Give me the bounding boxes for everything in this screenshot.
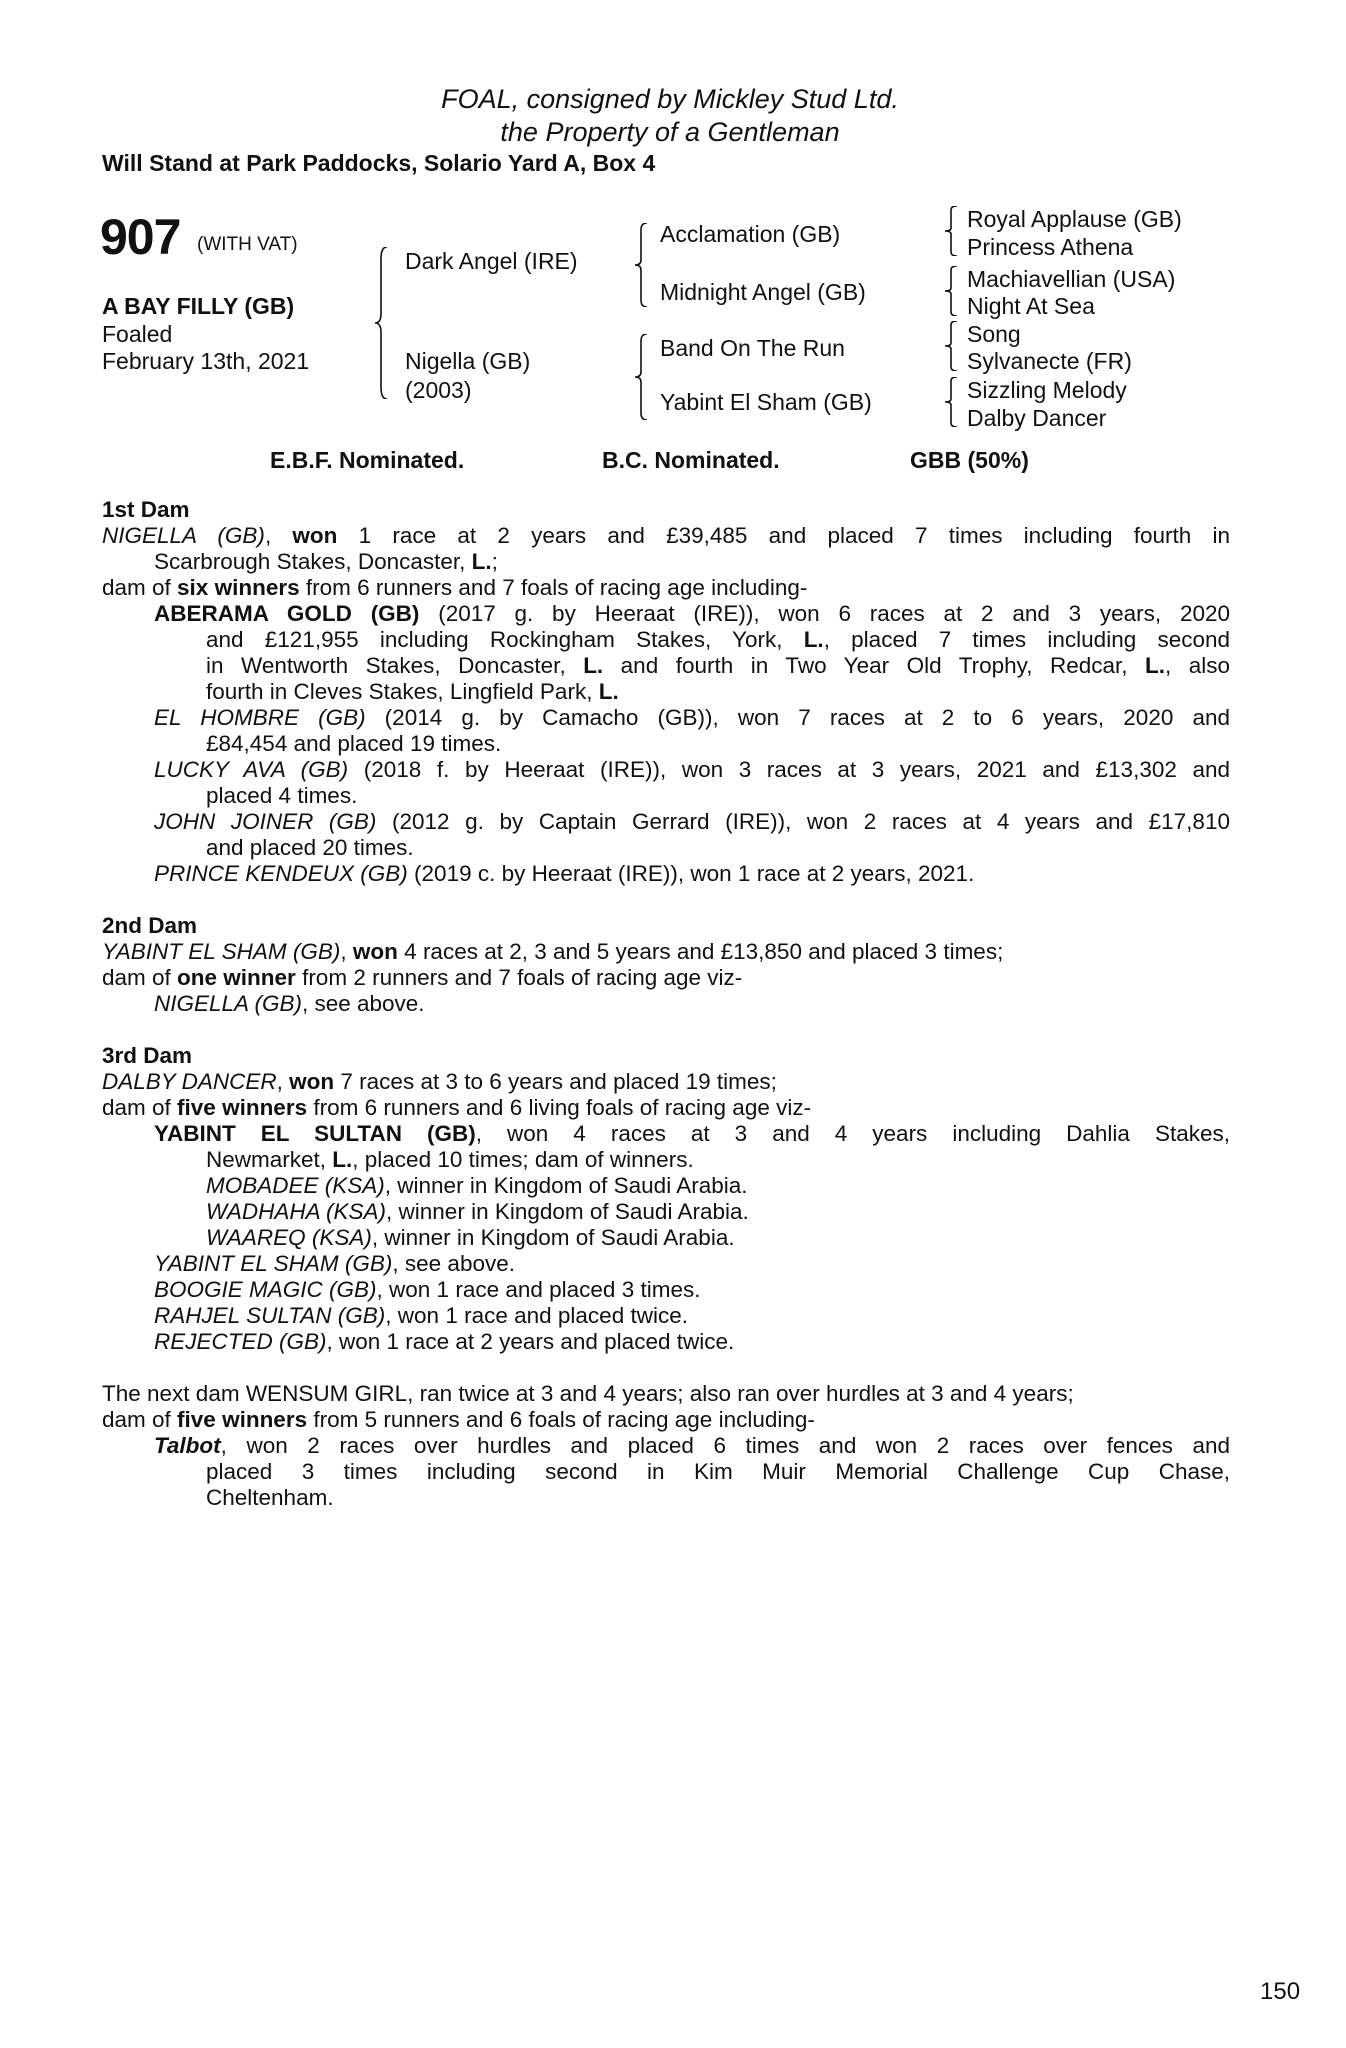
foaled-label: Foaled (102, 321, 173, 347)
emphasis-run: won (352, 939, 398, 964)
text-run: dam of (102, 1407, 178, 1432)
blank-line (102, 887, 1230, 913)
text-line (206, 1199, 1230, 1225)
text-run: , also (1164, 653, 1230, 678)
g3-ancestor: Sylvanecte (FR) (967, 348, 1132, 374)
blank-line (102, 1355, 1230, 1381)
emphasis-run: Talbot (154, 1433, 221, 1458)
dam-section (102, 497, 1230, 887)
pedigree-brace-main (374, 247, 388, 399)
emphasis-run: WADHAHA (KSA) (206, 1199, 387, 1224)
dam-sire: Band On The Run (660, 335, 845, 361)
emphasis-run: L. (1144, 653, 1165, 678)
emphasis-run: six winners (177, 575, 300, 600)
text-line (154, 1303, 1230, 1329)
emphasis-run: 3rd Dam (102, 1043, 193, 1068)
dam-year: (2003) (405, 377, 472, 403)
text-line (102, 1381, 1230, 1407)
text-run: , won 1 race at 2 years and placed twice. (326, 1329, 735, 1354)
emphasis-run: L. (471, 549, 492, 574)
text-run: , winner in Kingdom of Saudi Arabia. (384, 1173, 748, 1198)
section-heading (102, 913, 1230, 939)
text-line (154, 1433, 1230, 1459)
section-heading (102, 1043, 1230, 1069)
text-run: placed 3 times including second in Kim Muir Memorial Challenge Cup Chase, (206, 1459, 1230, 1484)
text-line (206, 1225, 1230, 1251)
text-line (154, 809, 1230, 835)
emphasis-run: DALBY DANCER (102, 1069, 277, 1094)
emphasis-run: five winners (177, 1407, 308, 1432)
bc-nomination: B.C. Nominated. (602, 447, 780, 473)
text-run: dam of (102, 965, 178, 990)
emphasis-run: L. (583, 653, 604, 678)
text-line (206, 679, 1230, 705)
emphasis-run: YABINT EL SULTAN (GB) (154, 1121, 476, 1146)
text-run: Cheltenham. (206, 1485, 334, 1510)
sire-dam: Midnight Angel (GB) (660, 279, 866, 305)
text-run: placed 4 times. (206, 783, 358, 808)
sire: Dark Angel (IRE) (405, 248, 578, 274)
foaled-date: February 13th, 2021 (102, 348, 310, 374)
text-line (206, 783, 1230, 809)
text-line (102, 939, 1230, 965)
text-run: Newmarket, (206, 1147, 333, 1172)
text-line (102, 1069, 1230, 1095)
text-line (206, 1485, 1230, 1511)
text-line (206, 627, 1230, 653)
text-run: £84,454 and placed 19 times. (206, 731, 502, 756)
dam-section (102, 1381, 1230, 1511)
g3-ancestor: Dalby Dancer (967, 405, 1107, 431)
text-run: from 6 runners and 6 living foals of racing age viz- (307, 1095, 812, 1120)
dam-dam: Yabint El Sham (GB) (660, 389, 872, 415)
emphasis-run: REJECTED (GB) (154, 1329, 327, 1354)
text-run: and fourth in Two Year Old Trophy, Redcar, (603, 653, 1145, 678)
page-number: 150 (1260, 1978, 1301, 2005)
text-run: , see above. (301, 991, 425, 1016)
text-run: , won 4 races at 3 and 4 years including Dahlia Stakes, (475, 1121, 1230, 1146)
text-run: from 2 runners and 7 foals of racing age viz- (295, 965, 743, 990)
text-run: and placed 20 times. (206, 835, 414, 860)
text-line (154, 1121, 1230, 1147)
text-run: , (340, 939, 353, 964)
text-run: The next dam WENSUM GIRL, ran twice at 3 and 4 years; also ran over hurdles at 3 and 4 years; (102, 1381, 1074, 1406)
emphasis-run: PRINCE KENDEUX (GB) (154, 861, 408, 886)
property-line: the Property of a Gentleman (500, 117, 840, 147)
pedigree-brace-g3-3 (944, 321, 958, 371)
g3-ancestor: Song (967, 321, 1021, 347)
g3-ancestor: Night At Sea (967, 293, 1095, 319)
emphasis-run: L. (803, 627, 824, 652)
text-line (154, 991, 1230, 1017)
ebf-nomination: E.B.F. Nominated. (270, 447, 465, 473)
dam-notes (102, 497, 1230, 1511)
text-run: dam of (102, 1095, 178, 1120)
section-heading (102, 497, 1230, 523)
emphasis-run: NIGELLA (GB) (102, 523, 265, 548)
text-line (154, 705, 1230, 731)
emphasis-run: RAHJEL SULTAN (GB) (154, 1303, 386, 1328)
text-line (154, 1329, 1230, 1355)
text-line (154, 757, 1230, 783)
emphasis-run: YABINT EL SHAM (GB) (102, 939, 341, 964)
emphasis-run: ABERAMA GOLD (GB) (154, 601, 420, 626)
emphasis-run: won (289, 1069, 335, 1094)
text-run: (2017 g. by Heeraat (IRE)), won 6 races at 2 and 3 years, 2020 (419, 601, 1230, 626)
emphasis-run: JOHN JOINER (GB) (154, 809, 377, 834)
text-run: and £121,955 including Rockingham Stakes, York, (206, 627, 804, 652)
g3-ancestor: Sizzling Melody (967, 377, 1127, 403)
dam-section (102, 1043, 1230, 1355)
text-run: ; (491, 549, 498, 574)
text-run: 4 races at 2, 3 and 5 years and £13,850 and placed 3 times; (397, 939, 1004, 964)
emphasis-run: one winner (177, 965, 296, 990)
emphasis-run: five winners (177, 1095, 308, 1120)
g3-ancestor: Royal Applause (GB) (967, 206, 1182, 232)
text-line (154, 549, 1230, 575)
emphasis-run: YABINT EL SHAM (GB) (154, 1251, 393, 1276)
pedigree-brace-g3-1 (944, 206, 958, 256)
text-run: dam of (102, 575, 178, 600)
emphasis-run: LUCKY AVA (GB) (154, 757, 349, 782)
text-line (102, 1095, 1230, 1121)
dam: Nigella (GB) (405, 348, 531, 374)
text-run: from 5 runners and 6 foals of racing age including- (307, 1407, 815, 1432)
consignor-line: FOAL, consigned by Mickley Stud Ltd. (441, 84, 899, 114)
location-line: Will Stand at Park Paddocks, Solario Yard A, Box 4 (102, 150, 656, 176)
text-line (206, 835, 1230, 861)
emphasis-run: won (292, 523, 338, 548)
text-line (206, 1147, 1230, 1173)
text-line (206, 1459, 1230, 1485)
text-run: in Wentworth Stakes, Doncaster, (206, 653, 584, 678)
gbb-status: GBB (50%) (910, 447, 1029, 473)
pedigree-brace-dam (634, 334, 648, 420)
text-run: (2019 c. by Heeraat (IRE)), won 1 race at 2 years, 2021. (407, 861, 975, 886)
text-line (206, 653, 1230, 679)
pedigree-brace-g3-4 (944, 377, 958, 427)
emphasis-run: NIGELLA (GB) (154, 991, 302, 1016)
emphasis-run: BOOGIE MAGIC (GB) (154, 1277, 377, 1302)
text-run: fourth in Cleves Stakes, Lingfield Park, (206, 679, 599, 704)
text-run: , (264, 523, 293, 548)
text-run: , placed 10 times; dam of winners. (352, 1147, 694, 1172)
lot-name: A BAY FILLY (GB) (102, 293, 295, 319)
text-line (102, 575, 1230, 601)
text-line (206, 731, 1230, 757)
pedigree-brace-sire (634, 223, 648, 307)
text-run: , won 1 race and placed twice. (385, 1303, 688, 1328)
vat-note: (WITH VAT) (197, 234, 298, 255)
dam-section (102, 913, 1230, 1017)
text-run: , won 1 race and placed 3 times. (376, 1277, 701, 1302)
text-run: (2012 g. by Captain Gerrard (IRE)), won 2 races at 4 years and £17,810 (376, 809, 1230, 834)
text-run: , see above. (392, 1251, 515, 1276)
emphasis-run: 2nd Dam (102, 913, 198, 938)
pedigree-brace-g3-2 (944, 266, 958, 316)
emphasis-run: WAAREQ (KSA) (206, 1225, 372, 1250)
text-run: 1 race at 2 years and £39,485 and placed 7 times including fourth in (337, 523, 1230, 548)
text-line (154, 861, 1230, 887)
text-run: , placed 7 times including second (823, 627, 1230, 652)
emphasis-run: L. (332, 1147, 353, 1172)
text-line (154, 1277, 1230, 1303)
lot-number: 907 (100, 209, 181, 265)
text-line (154, 601, 1230, 627)
g3-ancestor: Princess Athena (967, 234, 1134, 260)
text-run: from 6 runners and 7 foals of racing age including- (299, 575, 808, 600)
emphasis-run: L. (598, 679, 619, 704)
text-run: , winner in Kingdom of Saudi Arabia. (371, 1225, 735, 1250)
text-line (154, 1251, 1230, 1277)
emphasis-run: MOBADEE (KSA) (206, 1173, 385, 1198)
text-run: , (276, 1069, 290, 1094)
text-run: , winner in Kingdom of Saudi Arabia. (386, 1199, 749, 1224)
text-run: (2018 f. by Heeraat (IRE)), won 3 races at 3 years, 2021 and £13,302 and (348, 757, 1230, 782)
text-run: 7 races at 3 to 6 years and placed 19 times; (334, 1069, 777, 1094)
text-line (102, 965, 1230, 991)
g3-ancestor: Machiavellian (USA) (967, 266, 1176, 292)
text-line (102, 1407, 1230, 1433)
sire-sire: Acclamation (GB) (660, 221, 841, 247)
text-run: , won 2 races over hurdles and placed 6 times and won 2 races over fences and (220, 1433, 1230, 1458)
text-line (206, 1173, 1230, 1199)
blank-line (102, 1017, 1230, 1043)
text-run: Scarbrough Stakes, Doncaster, (154, 549, 472, 574)
emphasis-run: EL HOMBRE (GB) (154, 705, 366, 730)
text-line (102, 523, 1230, 549)
text-run: (2014 g. by Camacho (GB)), won 7 races at 2 to 6 years, 2020 and (365, 705, 1230, 730)
emphasis-run: 1st Dam (102, 497, 190, 522)
